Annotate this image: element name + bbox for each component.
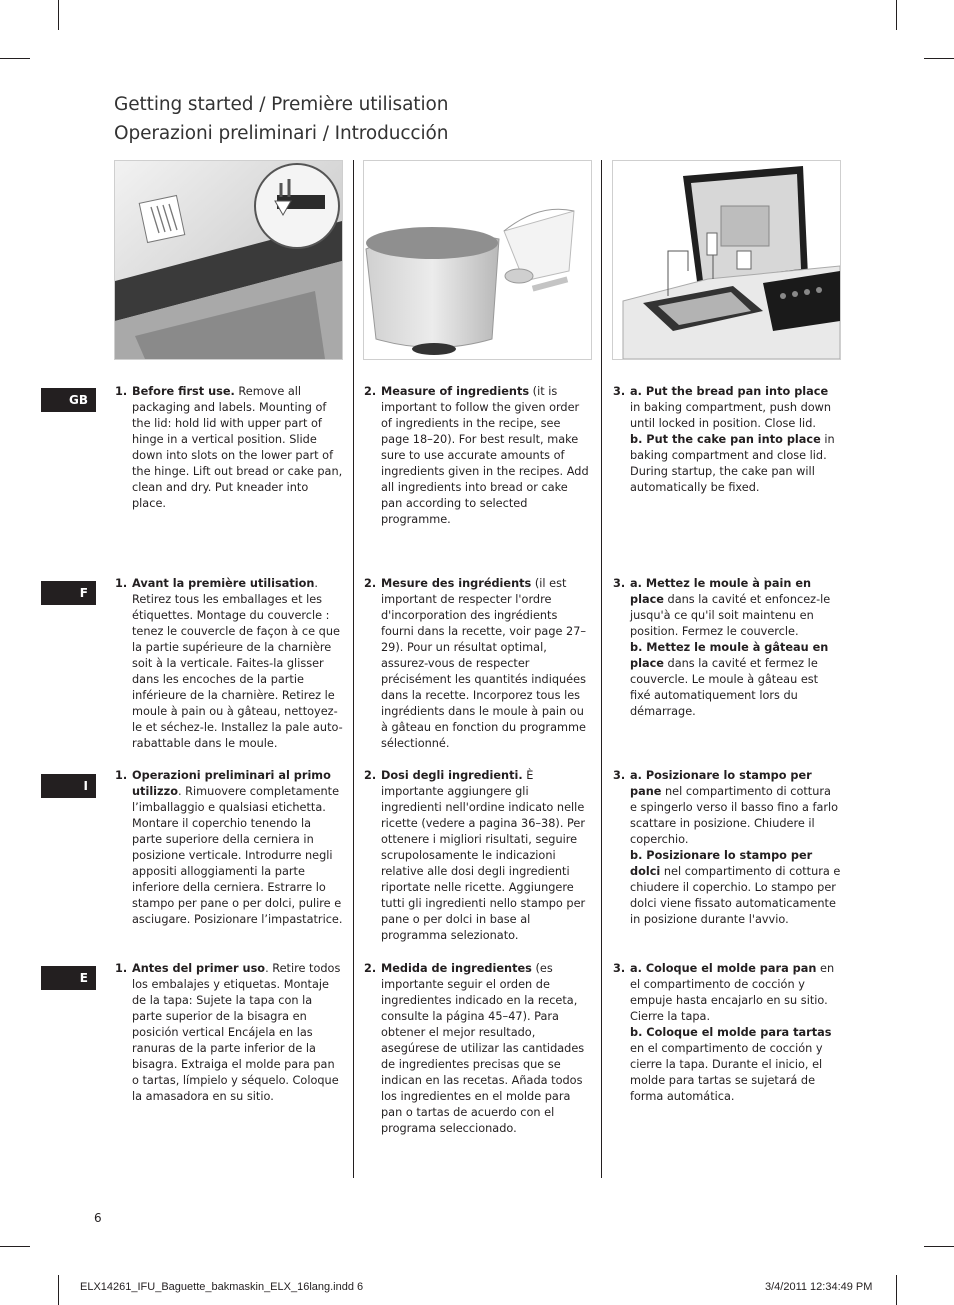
step-number: 2. [364, 577, 377, 590]
footer-filename: ELX14261_IFU_Baguette_bakmaskin_ELX_16lang.indd 6 [80, 1281, 364, 1293]
step-heading-a: a. Coloque el molde para pan [630, 962, 817, 975]
crop-mark [896, 1275, 897, 1305]
lid-hinge-illustration [115, 161, 342, 359]
step-heading: Operazioni preliminari al primo utilizzo [132, 769, 331, 798]
step-2-i [364, 768, 592, 944]
step-heading-b: b. Coloque el molde para tartas [630, 1026, 832, 1039]
bread-maker-illustration [613, 161, 840, 359]
figure-lid-hinge [114, 160, 343, 360]
step-1-gb [115, 384, 343, 512]
step-text: Remove all packaging and labels. Mounting of the lid: hold lid with upper part of hinge in a vertical position. Slide down into slots on the lower part of the hinge. Lift out bread or cake pan, clean and dry. Put kneader into place. [132, 385, 343, 510]
step-text: (il est important de respecter l'ordre d'incorporation des ingrédients fourni dans la recette, voir page 27–29). Pour un résultat optimal, assurez-vous de respecter précisément les quantités indiquées dans la recette. Incorporez tous les ingrédients dans le moule à pain ou à gâteau en fonction du programme sélectionné. [381, 577, 587, 750]
step-number: 3. [613, 769, 626, 782]
step-text-b: en el compartimento de cocción y cierre la tapa. Durante el inicio, el molde para tartas se sujetará de forma automática. [630, 1042, 823, 1103]
step-text: (it is important to follow the given order of ingredients in the recipe, see page 18–20). For best result, make sure to use accurate amounts of ingredients given in the recipes. Add all ingredients into bread or cake pan according to selected programme. [381, 385, 589, 526]
step-heading: Antes del primer uso [132, 962, 266, 975]
footer-timestamp: 3/4/2011 12:34:49 PM [765, 1281, 873, 1293]
figure-bread-maker [612, 160, 841, 360]
step-1-i [115, 768, 343, 928]
step-number: 3. [613, 577, 626, 590]
step-heading: Mesure des ingrédients [381, 577, 532, 590]
step-3-e [613, 961, 841, 1105]
step-number: 1. [115, 962, 128, 975]
step-heading-a: a. Mettez le moule à pain en place [630, 577, 812, 606]
step-3-i [613, 768, 841, 928]
page-number: 6 [94, 1211, 102, 1225]
step-3-gb [613, 384, 841, 496]
step-1-e [115, 961, 343, 1105]
step-heading: Medida de ingredientes [381, 962, 532, 975]
step-number: 1. [115, 769, 128, 782]
crop-mark [58, 1275, 59, 1305]
step-text: . Retirez tous les emballages et les étiquettes. Montage du couvercle : tenez le couvercle de façon à ce que la partie supérieure de la charnière soit à la verticale. Faites-la glisser dans les encoches de la partie inférieure de la charnière. Retirez le moule à pain ou à gâteau, nettoyez-le et séchez-le. Installez la pale auto-rabattable dans le moule. [132, 577, 343, 750]
language-tag-gb: GB [41, 388, 96, 412]
crop-mark [896, 0, 897, 30]
step-number: 2. [364, 769, 377, 782]
column-divider [353, 160, 354, 1178]
step-text-a: in baking compartment, push down until locked in position. Close lid. [630, 401, 832, 430]
step-1-f [115, 576, 343, 752]
step-heading-a: a. Posizionare lo stampo per pane [630, 769, 812, 798]
crop-mark [0, 1246, 30, 1247]
step-text: . Rimuovere completamente l’imballaggio e qualsiasi etichetta. Montare il coperchio tenendo la parte superiore della cerniera in posizione verticale. Introdurre negli appositi alloggiamenti la parte inferiore della cerniera. Estrarre lo stampo per pane o per dolci, pulire e asciugare. Posizionare l’impastatrice. [132, 785, 343, 926]
step-text-b: nel compartimento di cottura e chiudere il coperchio. Lo stampo per dolci viene fissato automaticamente in posizione durante l'avvio. [630, 865, 841, 926]
step-heading-b: b. Posizionare lo stampo per dolci [630, 849, 813, 878]
step-number: 3. [613, 385, 626, 398]
step-2-e [364, 961, 592, 1137]
step-heading: Measure of ingredients [381, 385, 530, 398]
step-heading: Dosi degli ingredienti. [381, 769, 523, 782]
figure-bread-pan-measuring [363, 160, 592, 360]
step-text-a: nel compartimento di cottura e spingerlo verso il basso fino a farlo scattare in posizione. Chiudere il coperchio. [630, 785, 839, 846]
step-text: (es importante seguir el orden de ingredientes indicado en la receta, consulte la página 45–47). Para obtener el mejor resultado, asegúrese de utilizar las cantidades de ingredientes precisas que se indican en las recetas. Añada todos los ingredientes en el molde para pan o tartas de acuerdo con el programa seleccionado. [381, 962, 585, 1135]
step-number: 2. [364, 962, 377, 975]
crop-mark [0, 58, 30, 59]
step-text: È importante aggiungere gli ingredienti nell'ordine indicato nelle ricette (vedere a pagina 36–38). Per ottenere i migliori risultati, seguire scrupolosamente le indicazioni relative alle dosi degli ingredienti riportate nelle ricette. Aggiungere tutti gli ingredienti nello stampo per pane o per dolci in base al programma selezionato. [381, 769, 586, 942]
language-tag-f: F [41, 581, 96, 605]
step-number: 2. [364, 385, 377, 398]
language-tag-e: E [41, 966, 96, 990]
step-2-gb [364, 384, 592, 528]
step-number: 1. [115, 577, 128, 590]
language-tag-i: I [41, 774, 96, 798]
step-text: . Retire todos los embalajes y etiquetas. Montaje de la tapa: Sujete la tapa con la parte superior de la bisagra en posición vertical Encájela en las ranuras de la parte inferior de la bisagra. Extraiga el molde para pan o tartas, límpielo y séquelo. Coloque la amasadora en su sitio. [132, 962, 341, 1103]
step-heading-a: a. Put the bread pan into place [630, 385, 829, 398]
step-3-f [613, 576, 841, 720]
crop-mark [924, 58, 954, 59]
crop-mark [58, 0, 59, 30]
step-number: 1. [115, 385, 128, 398]
step-heading-b: b. Mettez le moule à gâteau en place [630, 641, 829, 670]
crop-mark [924, 1246, 954, 1247]
step-heading: Avant la première utilisation [132, 577, 315, 590]
step-2-f [364, 576, 592, 752]
step-heading: Before first use. [132, 385, 235, 398]
page-title-line2: Operazioni preliminari / Introducción [114, 123, 449, 144]
step-number: 3. [613, 962, 626, 975]
step-text-b: dans la cavité et fermez le couvercle. Le moule à gâteau est fixé automatiquement lors du démarrage. [630, 657, 819, 718]
step-text-a: en el compartimento de cocción y empuje hasta encajarlo en su sitio. Cierre la tapa. [630, 962, 835, 1023]
page-title-line1: Getting started / Première utilisation [114, 94, 449, 115]
column-divider [601, 160, 602, 1178]
bread-pan-illustration [364, 161, 591, 359]
step-text-a: dans la cavité et enfoncez-le jusqu'à ce qu'il soit maintenu en position. Fermez le couvercle. [630, 593, 831, 638]
step-text-b: in baking compartment and close lid. During startup, the cake pan will automatically be fixed. [630, 433, 835, 494]
step-heading-b: b. Put the cake pan into place [630, 433, 821, 446]
